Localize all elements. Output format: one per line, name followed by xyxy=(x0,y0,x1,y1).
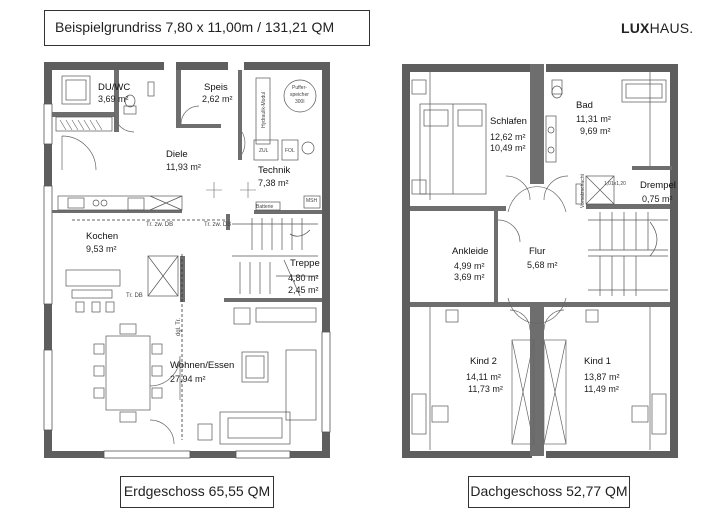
eg-kochen-name: Kochen xyxy=(86,231,119,242)
ground-floor-caption xyxy=(120,476,274,508)
dg-schlafen-area: 12,62 m² xyxy=(490,132,526,142)
dg-schlafen-bed xyxy=(412,80,486,194)
logo-rest: HAUS. xyxy=(649,20,694,36)
ground-floor-plan xyxy=(44,62,330,458)
dg-kind1-area: 13,87 m² xyxy=(584,372,620,382)
dg-schlafen-area2: 10,49 m² xyxy=(490,143,526,153)
eg-wall-top-left xyxy=(44,62,164,70)
eg-window-right-lower xyxy=(322,332,330,432)
upper-floor-caption-text: Dachgeschoss 52,77 QM xyxy=(470,483,628,499)
dg-flur-area: 5,68 m² xyxy=(527,260,558,270)
eg-label-puffer: Puffer- xyxy=(292,85,307,91)
eg-treppe-name: Treppe xyxy=(290,258,320,269)
dg-drempel-area: 0,75 m² xyxy=(642,194,673,204)
dg-wall-bottom-right xyxy=(546,451,678,458)
dg-ankleide-area: 4,99 m² xyxy=(454,261,485,271)
eg-label-speicher: speicher xyxy=(290,92,309,98)
eg-label-trdb: Tr. DB xyxy=(126,293,143,299)
dg-staircase xyxy=(588,212,668,296)
dg-ankleide-name: Ankleide xyxy=(452,246,489,257)
eg-window-bottom-right xyxy=(236,451,290,458)
eg-wall-technik-left xyxy=(238,70,242,160)
eg-label-msh: MSH xyxy=(306,198,318,204)
dg-kind2-area: 14,11 m² xyxy=(466,372,501,382)
eg-treppe-area2: 2,45 m² xyxy=(288,285,319,295)
eg-wall-kitchen-top xyxy=(52,210,182,213)
eg-living-furniture xyxy=(198,308,316,444)
eg-wall-technik-bottom xyxy=(254,210,322,214)
eg-door-entrance xyxy=(62,136,96,170)
eg-wohnen-area: 27,94 m² xyxy=(170,374,206,384)
eg-window-left-upper xyxy=(44,104,52,144)
eg-label-batterie: Batterie xyxy=(256,204,274,210)
eg-speis-area: 2,62 m² xyxy=(202,94,233,104)
dg-flur-name: Flur xyxy=(529,246,546,257)
dg-bad-area2: 9,69 m² xyxy=(580,126,611,136)
dg-drempel-name: Drempel xyxy=(640,180,676,191)
dg-bad-name: Bad xyxy=(576,100,593,111)
eg-window-bottom xyxy=(104,451,190,458)
eg-kitchen-counters xyxy=(58,196,182,312)
dg-wall-bottom-left xyxy=(402,451,532,458)
dg-wall-left xyxy=(402,64,410,458)
dg-kind1-area2: 11,49 m² xyxy=(584,384,619,394)
eg-label-zul: ZUL xyxy=(259,148,269,154)
dg-wall-drempel xyxy=(632,166,672,170)
eg-wall-speis-left xyxy=(176,70,181,128)
plan-title: Beispielgrundriss 7,80 x 11,00m / 131,21 QM xyxy=(55,19,335,35)
eg-treppe-area: 4,80 m² xyxy=(288,273,319,283)
eg-label-dgl-tr: dgl. Tr. xyxy=(176,317,182,336)
eg-dwc-name: DU/WC xyxy=(98,82,131,93)
upper-floor-plan xyxy=(402,64,678,458)
eg-kochen-area: 9,53 m² xyxy=(86,244,117,254)
dg-label-vorsatz: 1,01x1,20 xyxy=(604,181,626,187)
eg-diele-name: Diele xyxy=(166,149,188,160)
eg-label-trzwdb1: Tr. zw. DB xyxy=(146,222,174,228)
eg-technik-area: 7,38 m² xyxy=(258,178,289,188)
eg-technik-name: Technik xyxy=(258,165,291,176)
ground-floor-caption-text: Erdgeschoss 65,55 QM xyxy=(123,483,271,499)
eg-wall-top-right xyxy=(244,62,330,70)
eg-wohnen-name: Wohnen/Essen xyxy=(170,360,235,371)
eg-wall-top-mid xyxy=(176,62,228,70)
dg-bad-area: 11,31 m² xyxy=(576,114,611,124)
eg-dwc-area: 3,69 m² xyxy=(98,94,129,104)
dg-kind2-area2: 11,73 m² xyxy=(468,384,503,394)
dg-wall-center-top xyxy=(530,64,544,184)
dg-wall-bad-bottom xyxy=(586,204,670,209)
eg-door-terrace xyxy=(150,420,174,444)
eg-door-speis xyxy=(181,106,199,124)
eg-window-left-lower xyxy=(44,186,52,304)
dg-wall-top-left xyxy=(402,64,532,72)
logo-bold: LUX xyxy=(621,20,650,36)
eg-window-left-bottom xyxy=(44,350,52,430)
eg-wall-dwc-bottom xyxy=(52,112,114,117)
dg-wall-top-right xyxy=(546,64,676,72)
eg-wall-speis-bottom xyxy=(176,124,221,128)
eg-wall-stair-divider xyxy=(180,256,185,302)
eg-label-puffer-vol: 300l xyxy=(295,99,305,105)
eg-diele-area: 11,93 m² xyxy=(166,162,201,172)
eg-dining-set xyxy=(94,324,162,422)
eg-label-fol: FOL xyxy=(285,148,295,154)
eg-speis-name: Speis xyxy=(204,82,228,93)
dg-wall-mid-horizontal xyxy=(410,302,670,307)
dg-wall-right xyxy=(670,64,678,458)
dg-kind2-name: Kind 2 xyxy=(470,356,497,367)
eg-wall-stair-bottom xyxy=(224,298,322,302)
eg-label-hydraulik: Hydraulik-Modul xyxy=(261,91,267,128)
dg-ankleide-area2: 3,69 m² xyxy=(454,272,485,282)
eg-door-technik xyxy=(242,132,245,154)
upper-floor-caption xyxy=(468,476,630,508)
dg-wall-ankleide-right xyxy=(494,210,498,306)
dg-kind1-name: Kind 1 xyxy=(584,356,611,367)
dg-wall-schlafen-bottom xyxy=(410,206,506,211)
dg-schlafen-name: Schlafen xyxy=(490,116,527,127)
eg-label-trzwdb2: Tr. zw. DB xyxy=(204,222,232,228)
dg-label-schacht: Vorsatzschacht xyxy=(580,174,586,208)
